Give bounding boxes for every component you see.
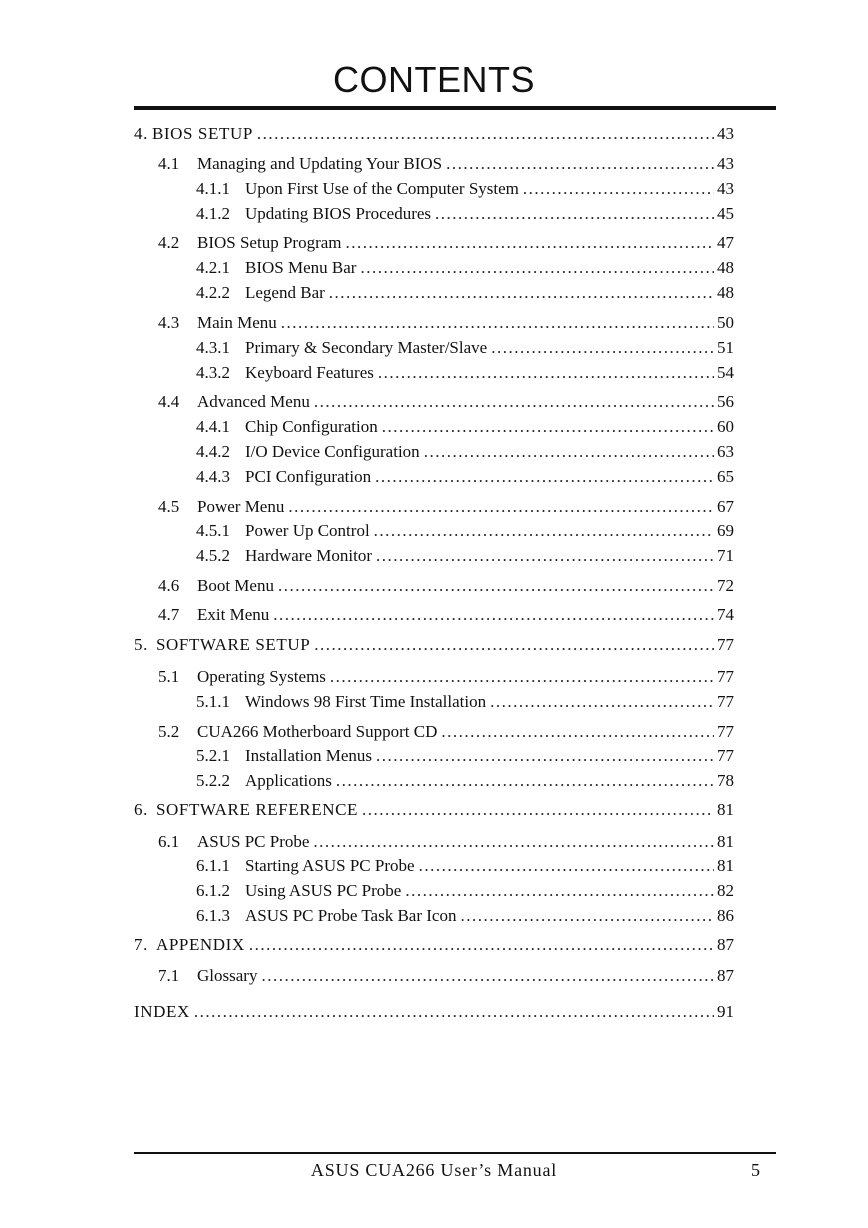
toc-entry-label: Main Menu xyxy=(197,313,277,332)
dot-leader xyxy=(435,203,714,225)
dot-leader xyxy=(273,604,714,626)
dot-leader xyxy=(374,520,714,542)
toc-entry-page: 65 xyxy=(717,467,734,486)
dot-leader xyxy=(490,691,714,713)
toc-entry-page: 48 xyxy=(717,258,734,277)
dot-leader xyxy=(314,391,714,413)
toc-entry[interactable] xyxy=(196,545,734,567)
dot-leader xyxy=(314,634,714,656)
toc-entry[interactable] xyxy=(196,691,734,713)
toc-entry-label: Operating Systems xyxy=(197,667,326,686)
toc-entry-number: 5. xyxy=(134,635,148,654)
toc-entry-page: 77 xyxy=(717,692,734,711)
toc-entry-label: Legend Bar xyxy=(245,283,325,302)
toc-entry-number: 6.1.2 xyxy=(196,881,230,900)
toc-entry-number: 7.1 xyxy=(158,966,180,985)
toc-entry-label: INDEX xyxy=(134,1002,190,1021)
toc-entry-page: 51 xyxy=(717,338,734,357)
toc-entry-page: 72 xyxy=(717,576,734,595)
toc-entry[interactable] xyxy=(158,666,734,688)
toc-entry[interactable] xyxy=(196,282,734,304)
toc-entry-number: 6. xyxy=(134,800,148,819)
dot-leader xyxy=(261,965,714,987)
toc-entry[interactable] xyxy=(158,391,734,413)
toc-entry-label: Advanced Menu xyxy=(197,392,310,411)
toc-entry[interactable] xyxy=(196,745,734,767)
dot-leader xyxy=(330,666,714,688)
toc-entry-number: 5.2.2 xyxy=(196,771,230,790)
toc-entry-label: Exit Menu xyxy=(197,605,270,624)
toc-entry-page: 82 xyxy=(717,881,734,900)
toc-entry[interactable] xyxy=(134,1001,734,1023)
dot-leader xyxy=(249,934,714,956)
toc-entry-label: Applications xyxy=(245,771,332,790)
dot-leader xyxy=(441,721,714,743)
toc-entry-number: 7. xyxy=(134,935,148,954)
toc-entry-label: Power Up Control xyxy=(245,521,370,540)
toc-entry-label: CUA266 Motherboard Support CD xyxy=(197,722,438,741)
toc-entry[interactable] xyxy=(196,203,734,225)
toc-entry-number: 5.1.1 xyxy=(196,692,230,711)
toc-entry-number: 4.4.2 xyxy=(196,442,230,461)
toc-entry[interactable] xyxy=(196,520,734,542)
toc-entry-page: 87 xyxy=(717,966,734,985)
toc-entry-page: 77 xyxy=(717,746,734,765)
toc-entry-number: 4.5.1 xyxy=(196,521,230,540)
toc-entry-label: BIOS Menu Bar xyxy=(245,258,357,277)
dot-leader xyxy=(346,232,715,254)
dot-leader xyxy=(336,770,714,792)
toc-entry[interactable] xyxy=(196,257,734,279)
toc-entry[interactable] xyxy=(158,575,734,597)
dot-leader xyxy=(376,545,714,567)
toc-entry-label: SOFTWARE REFERENCE xyxy=(155,800,359,819)
dot-leader xyxy=(460,905,714,927)
toc-entry-page: 77 xyxy=(717,667,734,686)
toc-entry[interactable] xyxy=(196,905,734,927)
toc-entry-label: Keyboard Features xyxy=(245,363,374,382)
dot-leader xyxy=(329,282,714,304)
toc-entry-number: 4.2.1 xyxy=(196,258,230,277)
toc-entry-label: Using ASUS PC Probe xyxy=(245,881,402,900)
toc-entry-page: 50 xyxy=(717,313,734,332)
toc-entry[interactable] xyxy=(196,770,734,792)
dot-leader xyxy=(360,257,714,279)
dot-leader xyxy=(405,880,714,902)
toc-entry-number: 4.7 xyxy=(158,605,180,624)
toc-entry-page: 81 xyxy=(717,800,734,819)
toc-entry-label: Updating BIOS Procedures xyxy=(245,204,432,223)
dot-leader xyxy=(288,496,714,518)
toc-entry-number: 4.4.3 xyxy=(196,467,230,486)
toc-entry[interactable] xyxy=(196,362,734,384)
dot-leader xyxy=(424,441,714,463)
toc-entry-page: 54 xyxy=(717,363,734,382)
toc-entry-number: 4.5 xyxy=(158,497,180,516)
toc-entry[interactable] xyxy=(158,965,734,987)
toc-entry-page: 69 xyxy=(717,521,734,540)
toc-entry-page: 43 xyxy=(717,124,734,143)
toc-entry-number: 5.1 xyxy=(158,667,180,686)
toc-entry-number: 4.3 xyxy=(158,313,180,332)
dot-leader xyxy=(313,831,714,853)
toc-entry-label: ASUS PC Probe xyxy=(197,832,310,851)
dot-leader xyxy=(194,1001,714,1023)
page-title: CONTENTS xyxy=(333,59,535,100)
toc-entry-number: 4.1 xyxy=(158,154,180,173)
toc-entry-page: 91 xyxy=(717,1002,734,1021)
toc-entry-label: Hardware Monitor xyxy=(245,546,372,565)
toc-entry-page: 56 xyxy=(717,392,734,411)
toc-entry-page: 43 xyxy=(717,179,734,198)
dot-leader xyxy=(376,745,714,767)
footer-manual-title: ASUS CUA266 User’s Manual xyxy=(310,1160,558,1180)
toc-entry-number: 6.1 xyxy=(158,832,180,851)
toc-entry-page: 63 xyxy=(717,442,734,461)
toc-entry[interactable] xyxy=(196,880,734,902)
toc-entry-label: Starting ASUS PC Probe xyxy=(245,856,415,875)
dot-leader xyxy=(375,466,714,488)
dot-leader xyxy=(281,312,714,334)
toc-entry-label: SOFTWARE SETUP xyxy=(155,635,311,654)
toc-entry-number: 4.4.1 xyxy=(196,417,230,436)
toc-entry[interactable] xyxy=(158,232,734,254)
toc-entry[interactable] xyxy=(134,934,734,956)
toc-entry-label: BIOS SETUP xyxy=(151,124,253,143)
footer-page-number: 5 xyxy=(751,1160,760,1180)
toc-entry-label: Boot Menu xyxy=(197,576,274,595)
footer-rule xyxy=(134,1152,776,1154)
toc-entry-page: 77 xyxy=(717,635,734,654)
toc-entry[interactable] xyxy=(196,441,734,463)
toc-entry[interactable] xyxy=(196,337,734,359)
toc-entry-label: ASUS PC Probe Task Bar Icon xyxy=(245,906,457,925)
toc-entry-page: 47 xyxy=(717,233,734,252)
dot-leader xyxy=(419,855,714,877)
toc-entry-number: 4.6 xyxy=(158,576,180,595)
toc-entry-page: 78 xyxy=(717,771,734,790)
toc-entry[interactable] xyxy=(158,721,734,743)
toc-entry-number: 4.3.2 xyxy=(196,363,230,382)
dot-leader xyxy=(278,575,714,597)
toc-entry-label: Glossary xyxy=(197,966,258,985)
toc-entry-page: 81 xyxy=(717,856,734,875)
toc-entry-label: Windows 98 First Time Installation xyxy=(245,692,487,711)
toc-entry-label: BIOS Setup Program xyxy=(197,233,342,252)
toc-entry[interactable] xyxy=(158,831,734,853)
toc-entry-label: APPENDIX xyxy=(155,935,245,954)
toc-entry-number: 5.2.1 xyxy=(196,746,230,765)
toc-entry-label: I/O Device Configuration xyxy=(245,442,420,461)
toc-entry[interactable] xyxy=(196,416,734,438)
toc-entry[interactable] xyxy=(158,496,734,518)
toc-entry-number: 4.1.2 xyxy=(196,204,230,223)
toc-entry-page: 45 xyxy=(717,204,734,223)
toc-entry[interactable] xyxy=(158,153,734,175)
toc-entry-label: Managing and Updating Your BIOS xyxy=(197,154,443,173)
toc-entry-number: 4.5.2 xyxy=(196,546,230,565)
dot-leader xyxy=(378,362,714,384)
toc-entry-number: 4.2 xyxy=(158,233,180,252)
dot-leader xyxy=(362,799,714,821)
toc-entry[interactable] xyxy=(158,604,734,626)
toc-entry-number: 4.4 xyxy=(158,392,180,411)
toc-entry[interactable] xyxy=(134,799,734,821)
toc-entry-page: 74 xyxy=(717,605,734,624)
toc-entry-number: 6.1.3 xyxy=(196,906,230,925)
dot-leader xyxy=(257,123,714,145)
toc-entry-number: 4.2.2 xyxy=(196,283,230,302)
toc-entry-label: Power Menu xyxy=(197,497,285,516)
toc-entry[interactable] xyxy=(158,312,734,334)
dot-leader xyxy=(446,153,714,175)
toc-entry-number: 6.1.1 xyxy=(196,856,230,875)
toc-entry[interactable] xyxy=(134,123,734,145)
toc-entry-page: 81 xyxy=(717,832,734,851)
dot-leader xyxy=(382,416,714,438)
toc-entry-page: 71 xyxy=(717,546,734,565)
toc-entry-label: Primary & Secondary Master/Slave xyxy=(245,338,488,357)
toc-entry-label: PCI Configuration xyxy=(245,467,372,486)
toc-entry-page: 60 xyxy=(717,417,734,436)
toc-entry-page: 48 xyxy=(717,283,734,302)
toc-entry-page: 67 xyxy=(717,497,734,516)
toc-entry-number: 4. xyxy=(134,124,148,143)
toc-entry[interactable] xyxy=(134,634,734,656)
toc-entry[interactable] xyxy=(196,855,734,877)
toc-entry-page: 77 xyxy=(717,722,734,741)
dot-leader xyxy=(491,337,714,359)
toc-entry-page: 87 xyxy=(717,935,734,954)
toc-entry-page: 86 xyxy=(717,906,734,925)
toc-entry[interactable] xyxy=(196,466,734,488)
toc-entry-label: Installation Menus xyxy=(245,746,373,765)
toc-entry-page: 43 xyxy=(717,154,734,173)
toc-entry-number: 4.1.1 xyxy=(196,179,230,198)
toc-entry-label: Upon First Use of the Computer System xyxy=(245,179,519,198)
toc-entry[interactable] xyxy=(196,178,734,200)
dot-leader xyxy=(523,178,714,200)
toc-entry-label: Chip Configuration xyxy=(245,417,378,436)
toc-entry-number: 5.2 xyxy=(158,722,180,741)
toc-entry-number: 4.3.1 xyxy=(196,338,230,357)
